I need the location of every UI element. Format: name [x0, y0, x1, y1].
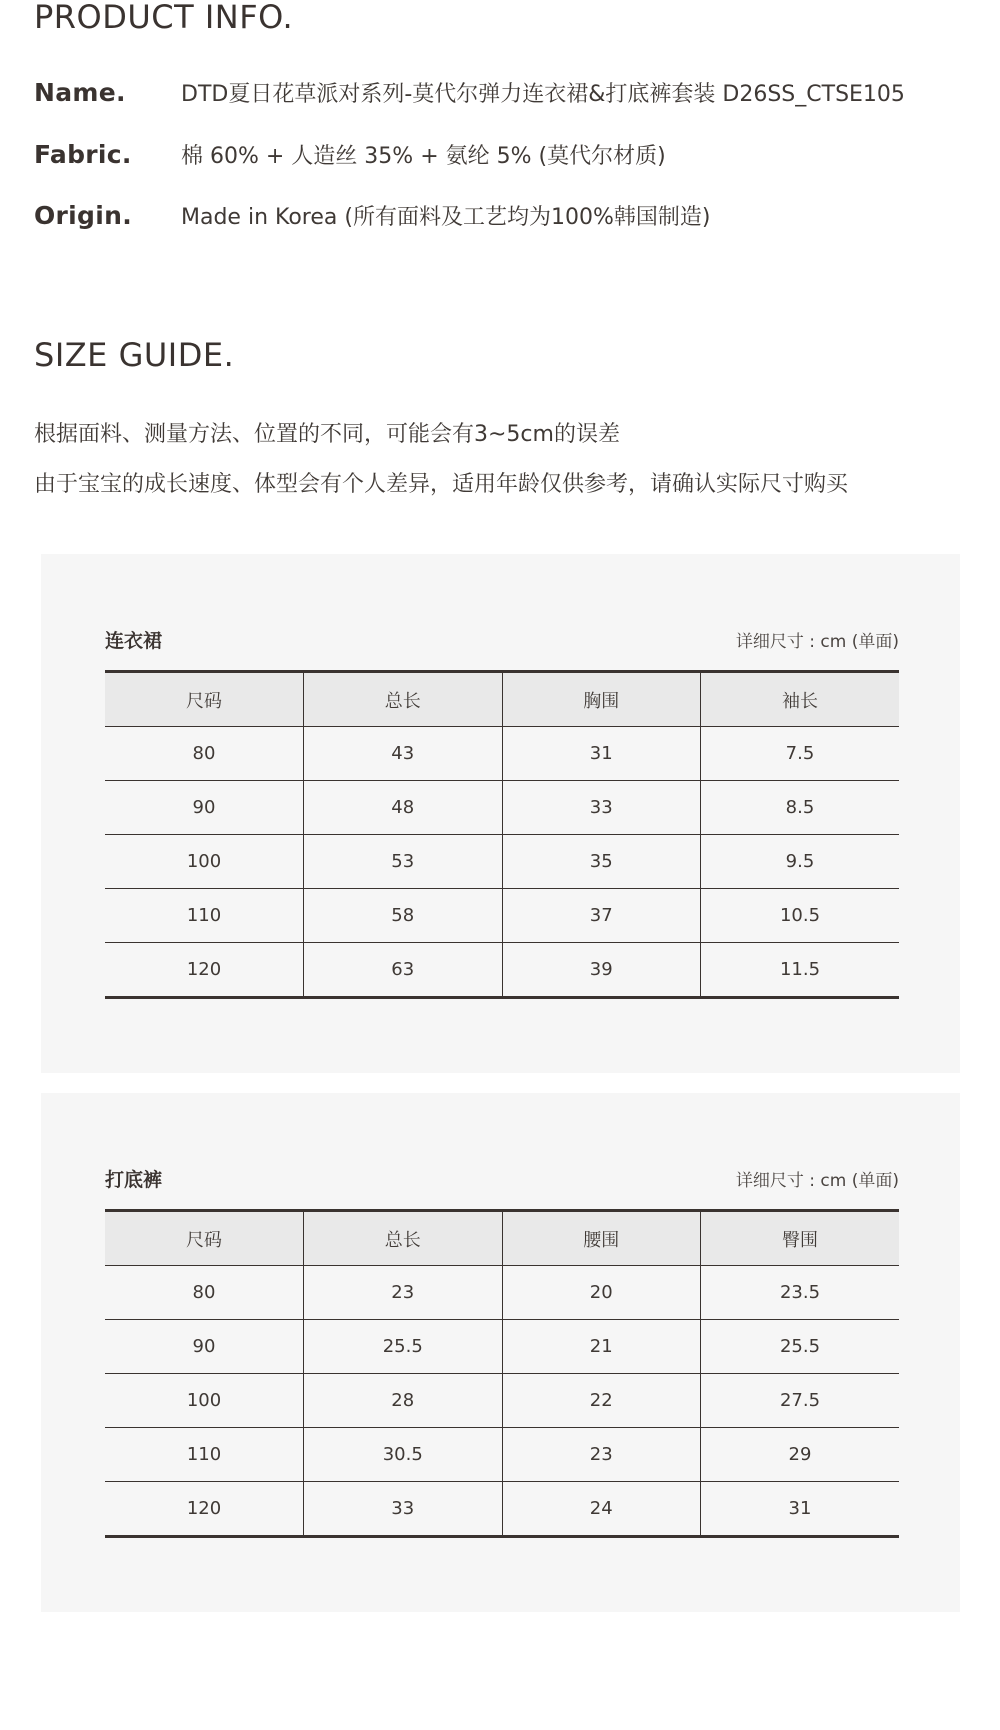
size-note-tolerance: 根据面料、测量方法、位置的不同，可能会有3~5cm的误差 [34, 422, 620, 447]
dress-table-title: 连衣裙 [105, 629, 163, 652]
table-cell: 24 [502, 1482, 701, 1537]
table-cell: 11.5 [701, 943, 900, 998]
dress-size-panel [41, 554, 960, 1073]
table-cell: 28 [304, 1374, 503, 1428]
column-header-chest: 胸围 [502, 672, 701, 727]
leggings-size-table [105, 1209, 899, 1538]
info-label-name: Name. [34, 77, 126, 107]
table-cell: 100 [105, 1374, 304, 1428]
info-row-origin [34, 195, 710, 235]
dress-size-table [105, 670, 899, 999]
info-row-fabric [34, 134, 666, 174]
table-row [105, 835, 899, 889]
table-cell: 21 [502, 1320, 701, 1374]
table-header-row [105, 672, 899, 727]
info-value-origin: Made in Korea (所有面料及工艺均为100%韩国制造) [181, 204, 711, 230]
table-cell: 20 [502, 1266, 701, 1320]
table-cell: 29 [701, 1428, 900, 1482]
table-row [105, 1266, 899, 1320]
table-cell: 25.5 [304, 1320, 503, 1374]
table-row [105, 1320, 899, 1374]
table-cell: 63 [304, 943, 503, 998]
table-cell: 120 [105, 943, 304, 998]
column-header-sleeve: 袖长 [701, 672, 900, 727]
table-cell: 48 [304, 781, 503, 835]
table-row [105, 1374, 899, 1428]
leggings-table-unit: 详细尺寸 : cm (单面) [735, 1170, 899, 1191]
table-cell: 58 [304, 889, 503, 943]
column-header-hip: 臀围 [701, 1211, 900, 1266]
table-cell: 120 [105, 1482, 304, 1537]
table-cell: 23 [502, 1428, 701, 1482]
table-cell: 33 [502, 781, 701, 835]
dress-table-unit: 详细尺寸 : cm (单面) [735, 631, 899, 652]
table-cell: 25.5 [701, 1320, 900, 1374]
leggings-table-title: 打底裤 [105, 1168, 163, 1191]
column-header-size: 尺码 [105, 672, 304, 727]
table-cell: 90 [105, 781, 304, 835]
table-cell: 100 [105, 835, 304, 889]
leggings-size-panel [41, 1093, 960, 1612]
table-cell: 35 [502, 835, 701, 889]
table-cell: 90 [105, 1320, 304, 1374]
table-header-row [105, 1211, 899, 1266]
info-value-name: DTD夏日花草派对系列-莫代尔弹力连衣裙&打底裤套装 D26SS_CTSE105 [181, 81, 905, 107]
table-row [105, 889, 899, 943]
info-value-fabric: 棉 60% + 人造丝 35% + 氨纶 5% (莫代尔材质) [181, 143, 666, 169]
table-cell: 31 [502, 727, 701, 781]
table-cell: 23 [304, 1266, 503, 1320]
table-cell: 80 [105, 727, 304, 781]
table-cell: 27.5 [701, 1374, 900, 1428]
table-cell: 110 [105, 1428, 304, 1482]
product-info-heading: PRODUCT INFO. [34, 0, 294, 36]
table-cell: 39 [502, 943, 701, 998]
table-row [105, 727, 899, 781]
table-cell: 8.5 [701, 781, 900, 835]
table-cell: 22 [502, 1374, 701, 1428]
table-row [105, 781, 899, 835]
column-header-total-length: 总长 [304, 672, 503, 727]
table-cell: 53 [304, 835, 503, 889]
table-cell: 23.5 [701, 1266, 900, 1320]
size-guide-heading: SIZE GUIDE. [34, 336, 235, 374]
dress-panel-header [105, 624, 899, 654]
table-row [105, 1482, 899, 1537]
size-note-age-reference: 由于宝宝的成长速度、体型会有个人差异，适用年龄仅供参考，请确认实际尺寸购买 [34, 472, 849, 497]
table-cell: 7.5 [701, 727, 900, 781]
table-cell: 110 [105, 889, 304, 943]
table-cell: 31 [701, 1482, 900, 1537]
info-label-origin: Origin. [34, 200, 133, 230]
table-cell: 33 [304, 1482, 503, 1537]
leggings-panel-header [105, 1163, 899, 1193]
table-cell: 80 [105, 1266, 304, 1320]
column-header-size: 尺码 [105, 1211, 304, 1266]
table-cell: 43 [304, 727, 503, 781]
table-cell: 37 [502, 889, 701, 943]
info-label-fabric: Fabric. [34, 139, 132, 169]
info-row-name [34, 72, 905, 112]
table-cell: 9.5 [701, 835, 900, 889]
table-cell: 30.5 [304, 1428, 503, 1482]
table-cell: 10.5 [701, 889, 900, 943]
table-row [105, 1428, 899, 1482]
table-row [105, 943, 899, 998]
column-header-total-length: 总长 [304, 1211, 503, 1266]
column-header-waist: 腰围 [502, 1211, 701, 1266]
